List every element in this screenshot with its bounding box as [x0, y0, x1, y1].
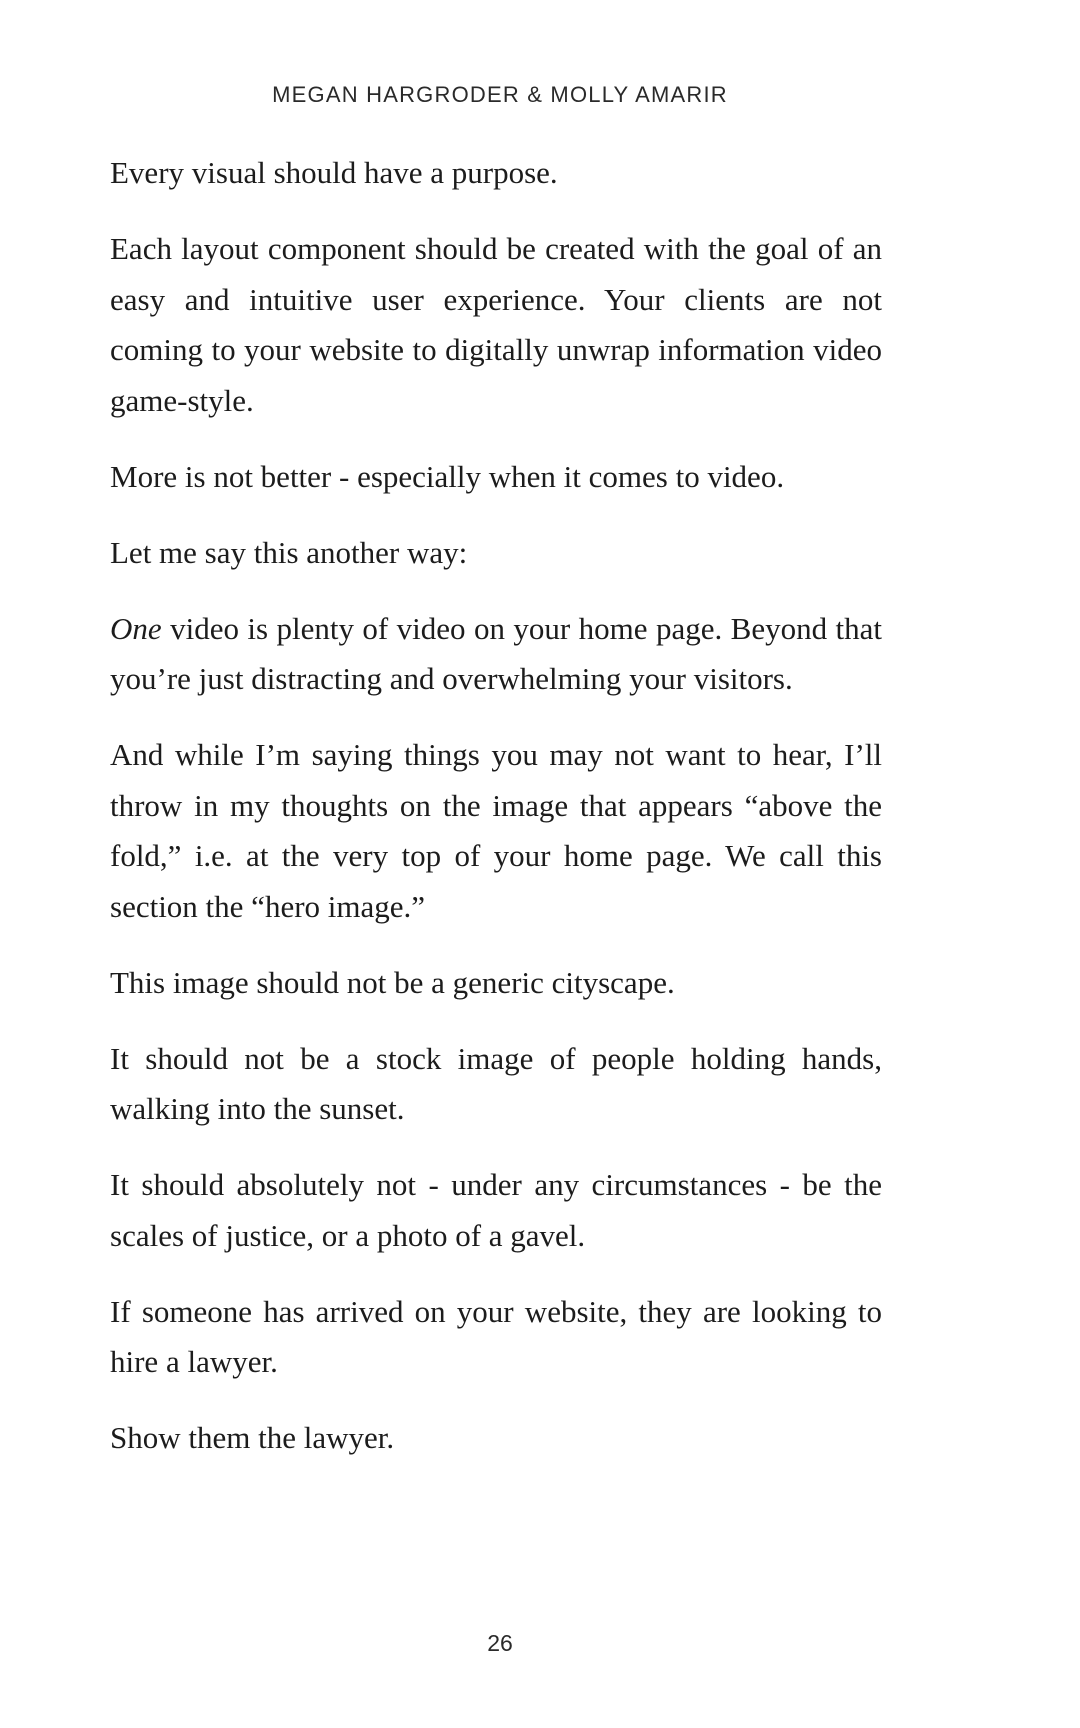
paragraph: More is not better - especially when it comes to video. [110, 458, 785, 494]
running-head: MEGAN HARGRODER & MOLLY AMARIR [272, 82, 728, 107]
paragraph: If someone has arrived on your website, they are looking to hire a lawyer. [110, 1293, 882, 1379]
body-text [110, 148, 882, 1489]
paragraph: Every visual should have a purpose. [110, 155, 558, 190]
paragraph: This image should not be a generic cityscape. [110, 964, 675, 1000]
paragraph: Show them the lawyer. [110, 1420, 395, 1455]
paragraph: It should absolutely not - under any circumstances - be the scales of justice, or a photo of a gavel. [110, 1167, 882, 1253]
paragraph-one-video-rest: video is plenty of video on your home page. Beyond that you’re just distracting and overwhelming your visitors. [110, 610, 882, 696]
paragraph: Each layout component should be created with the goal of an easy and intuitive user experience. Your clients are not coming to your website to digitally unwrap information video game-style. [110, 231, 882, 418]
paragraph: And while I’m saying things you may not want to hear, I’ll throw in my thoughts on the image that appears “above the fold,” i.e. at the very top of your home page. We call this section the “hero image.” [110, 737, 882, 924]
paragraph: It should not be a stock image of people holding hands, walking into the sunset. [110, 1040, 882, 1126]
paragraph-one-video [110, 604, 882, 705]
emphasis-one: One [110, 610, 162, 646]
paragraph: Let me say this another way: [110, 534, 468, 570]
page-number: 26 [487, 1630, 513, 1656]
